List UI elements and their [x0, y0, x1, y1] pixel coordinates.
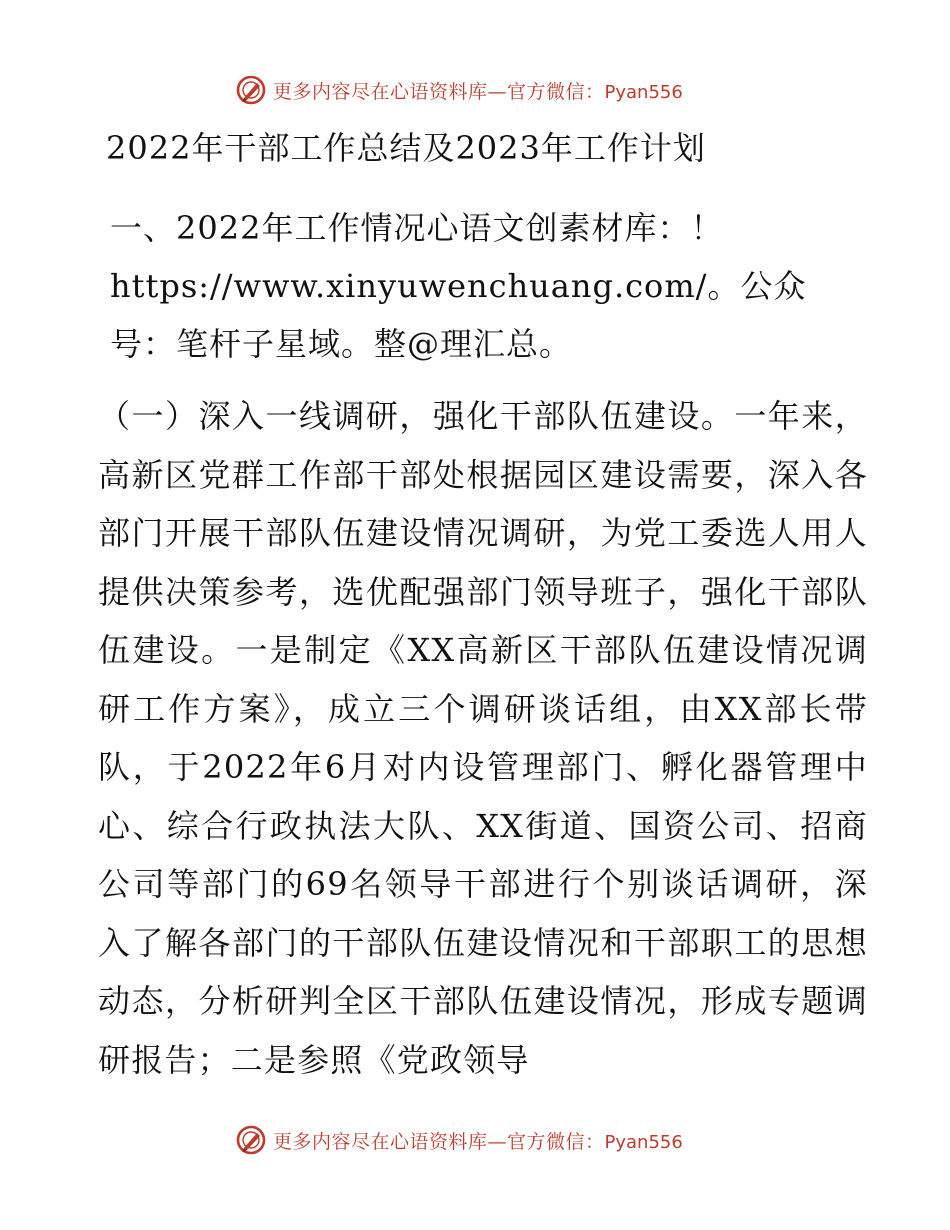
header-watermark [235, 72, 683, 108]
watermark-handle: Pyan556 [604, 1131, 683, 1153]
watermark-text: 更多内容尽在心语资料库—官方微信：Pyan556 [273, 1130, 683, 1153]
watermark-text: 更多内容尽在心语资料库—官方微信：Pyan556 [273, 80, 683, 103]
pen-logo-icon [235, 74, 267, 106]
document-title: 2022年干部工作总结及2023年工作计划 [106, 129, 706, 167]
footer-watermark [235, 1122, 683, 1158]
section-heading: 一、2022年工作情况心语文创素材库：！https://www.xinyuwenchuang.com/。公众号：笔杆子星域。整@理汇总。 [110, 209, 807, 363]
pen-logo-icon [235, 1124, 267, 1156]
document-body [98, 123, 868, 1089]
watermark-handle: Pyan556 [604, 81, 683, 103]
body-paragraph: （一）深入一线调研，强化干部队伍建设。一年来，高新区党群工作部干部处根据园区建设需要，深入各部门开展干部队伍建设情况调研，为党工委选人用人提供决策参考，选优配强部门领导班子，强化干部队伍建设。一是制定《XX高新区干部队伍建设情况调研工作方案》，成立三个调研谈话组，由XX部长带队，于2022年6月对内设管理部门、孵化器管理中心、综合行政执法大队、XX街道、国资公司、招商公司等部门的69名领导干部进行个别谈话调研，深入了解各部门的干部队伍建设情况和干部职工的思想动态，分析研判全区干部队伍建设情况，形成专题调研报告；二是参照《党政领导 [98, 397, 868, 1079]
